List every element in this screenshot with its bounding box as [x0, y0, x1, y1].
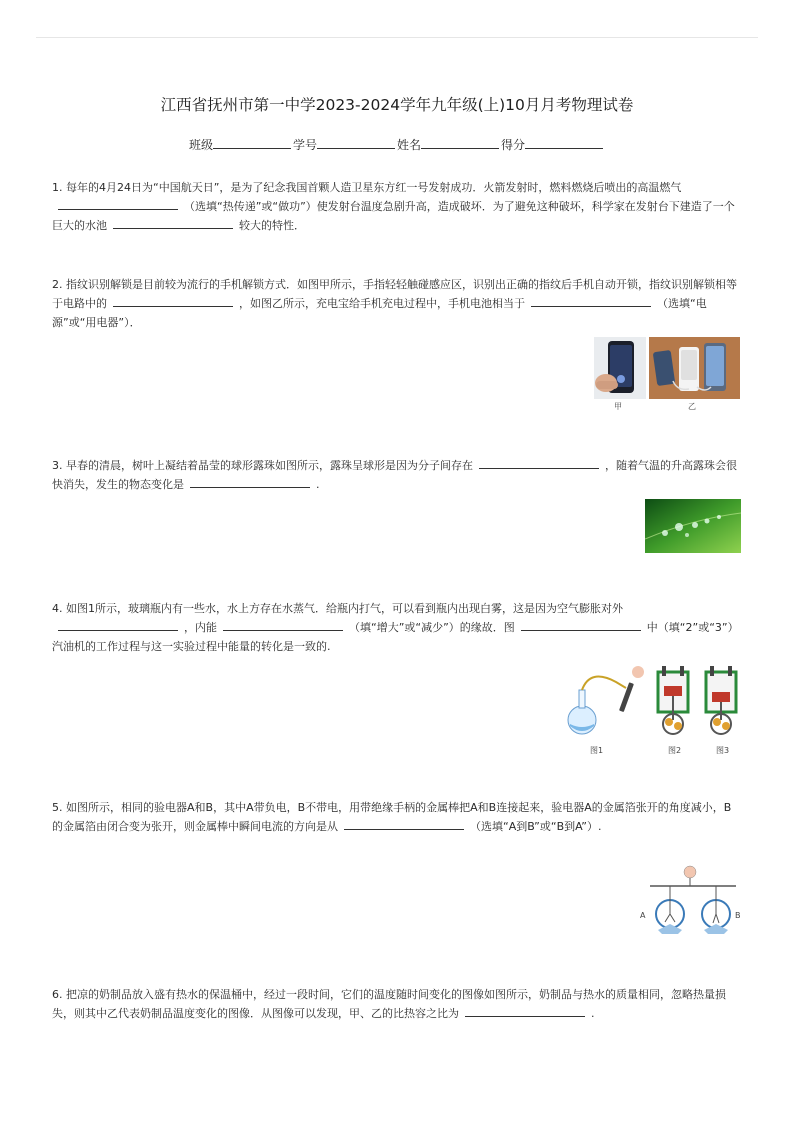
class-label: 班级 [188, 138, 213, 152]
engine-stroke-figure-3 [700, 662, 742, 742]
dew-drops-leaf-image [645, 499, 741, 553]
answer-blank[interactable] [223, 618, 343, 631]
flask-pump-apparatus-figure [560, 660, 652, 742]
question-text: 早春的清晨，树叶上凝结着晶莹的球形露珠如图所示，露珠呈球形是因为分子间存在 [66, 459, 473, 472]
name-label: 姓名 [397, 138, 422, 152]
header-divider [36, 37, 758, 38]
name-field [397, 136, 501, 153]
page-title: 江西省抚州市第一中学2023-2024学年九年级(上)10月月考物理试卷 [160, 96, 634, 114]
question-text: ，随着气温的升高露珠会很快消失，发生的物态变化是 [52, 459, 737, 491]
question-number: 4. [52, 602, 63, 615]
figure-label-yi: 乙 [688, 402, 696, 411]
answer-blank[interactable] [531, 294, 651, 307]
question-text: （选填“A到B”或“B到A”）. [470, 820, 602, 833]
question-number: 1. [52, 181, 63, 194]
answer-blank[interactable] [521, 618, 641, 631]
question-text: 把凉的奶制品放入盛有热水的保温桶中，经过一段时间，它们的温度随时间变化的图像如图所示，奶制品与热水的质量相同，忽略热量损失，则其中乙代表奶制品温度变化的图像．从图像可以发现，甲、乙的比热容之比为 [52, 988, 726, 1020]
answer-blank[interactable] [190, 475, 310, 488]
figure-label-3: 图3 [716, 746, 730, 755]
answer-blank[interactable] [479, 456, 599, 469]
question-6 [52, 985, 742, 1023]
question-text: 每年的4月24日为“中国航天日”，是为了纪念我国首颗人造卫星东方红一号发射成功．火箭发射时，燃料燃烧后喷出的高温燃气 [66, 181, 682, 194]
fingerprint-phone-image [594, 337, 646, 399]
question-text: （填“增大”或“减少”）的缘故．图 [349, 621, 515, 634]
question-number: 2. [52, 278, 63, 291]
question-text: （选填“电源”或“用电器”）． [52, 297, 707, 329]
answer-blank[interactable] [58, 197, 178, 210]
engine-stroke-figure-2 [652, 662, 694, 742]
class-blank[interactable] [213, 136, 291, 149]
question-text: . [591, 1007, 595, 1020]
score-label: 得分 [501, 138, 526, 152]
name-blank[interactable] [421, 136, 499, 149]
electroscopes-figure [640, 858, 740, 942]
question-3 [52, 456, 742, 494]
question-number: 6. [52, 988, 63, 1001]
question-text: 中（填“2”或“3”）汽油机的工作过程与这一实验过程中能量的转化是一致的. [52, 621, 739, 653]
question-text: 如图1所示，玻璃瓶内有一些水，水上方存在水蒸气．给瓶内打气，可以看到瓶内出现白雾，这是因为空气膨胀对外 [66, 602, 623, 615]
question-text: 如图所示，相同的验电器A和B，其中A带负电，B不带电，用带绝缘手柄的金属棒把A和B连接起来，验电器A的金属箔张开的角度减小，B的金属箔由闭合变为张开，则金属棒中瞬间电流的方向是从 [52, 801, 732, 833]
question-text: ，如图乙所示，充电宝给手机充电过程中，手机电池相当于 [239, 297, 525, 310]
student-number-blank[interactable] [317, 136, 395, 149]
figure-label-1: 图1 [590, 746, 604, 755]
question-number: 5. [52, 801, 63, 814]
student-number-label: 学号 [292, 138, 317, 152]
answer-blank[interactable] [465, 1004, 585, 1017]
question-2 [52, 275, 742, 332]
electroscope-label-b: B [735, 911, 741, 920]
figure-label-2: 图2 [668, 746, 682, 755]
score-field [501, 136, 605, 153]
score-blank[interactable] [525, 136, 603, 149]
student-info-fields [0, 136, 794, 153]
answer-blank[interactable] [113, 294, 233, 307]
answer-blank[interactable] [113, 216, 233, 229]
question-4 [52, 599, 742, 656]
electroscope-label-a: A [640, 911, 646, 920]
question-5 [52, 798, 742, 836]
answer-blank[interactable] [344, 817, 464, 830]
question-text: （选填“热传递”或“做功”）使发射台温度急剧升高，造成破坏．为了避免这种破坏，科学家在发射台下建造了一个巨大的水池 [52, 200, 735, 232]
question-text: 较大的特性． [239, 219, 305, 232]
student-number-field [293, 136, 397, 153]
question-text: . [316, 478, 320, 491]
question-text: ，内能 [184, 621, 217, 634]
question-text: 指纹识别解锁是目前较为流行的手机解锁方式．如图甲所示，手指轻轻触碰感应区，识别出正确的指纹后手机自动开锁，指纹识别解锁相等于电路中的 [52, 278, 737, 310]
question-1 [52, 178, 742, 235]
question-number: 3. [52, 459, 63, 472]
answer-blank[interactable] [58, 618, 178, 631]
figure-label-jia: 甲 [614, 402, 622, 411]
power-bank-charging-image [649, 337, 740, 399]
class-field [189, 136, 293, 153]
